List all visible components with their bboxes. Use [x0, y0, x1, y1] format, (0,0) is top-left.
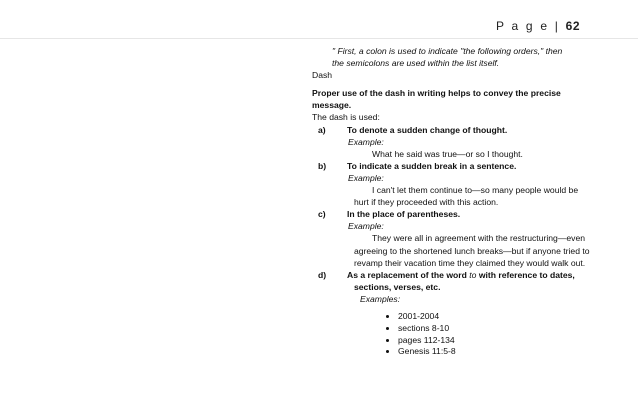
item-letter: c)	[318, 209, 326, 220]
examples-list	[312, 311, 602, 358]
example-text: revamp their vacation time they claimed they would walk out.	[354, 257, 586, 268]
page-number-value: 62	[565, 19, 580, 33]
page-number	[496, 19, 580, 33]
example-text: hurt if they proceeded with this action.	[354, 197, 499, 208]
item-letter: d)	[318, 269, 327, 280]
list-item: Genesis 11:5-8	[384, 346, 602, 358]
item-label-italic: to	[469, 269, 477, 280]
intro-bold-line: Proper use of the dash in writing helps to convey the precise	[312, 88, 561, 99]
quote-line: " First, a colon is used to indicate "the following orders," then	[332, 46, 563, 56]
item-label-part: As a replacement of the word	[347, 269, 470, 280]
item-label-part: with reference to dates,	[476, 269, 575, 280]
list-item-a	[312, 124, 602, 136]
intro-bold-line: message.	[312, 100, 352, 111]
example-text: They were all in agreement with the restructuring—even	[372, 233, 586, 244]
list-item-c	[312, 208, 602, 220]
list-item: pages 112-134	[384, 335, 602, 347]
list-item: sections 8-10	[384, 323, 602, 335]
list-item: 2001-2004	[384, 311, 602, 323]
list-item-b	[312, 160, 602, 172]
example-title: Example:	[348, 221, 384, 232]
item-label: To indicate a sudden break in a sentence.	[347, 160, 517, 171]
item-letter: b)	[318, 160, 327, 171]
item-label: In the place of parentheses.	[347, 209, 461, 220]
page-header	[0, 0, 638, 40]
header-rule	[0, 38, 638, 39]
example-text: agreeing to the shortened lunch breaks—but if anyone tried to	[354, 245, 590, 256]
section-title: Dash	[312, 70, 333, 81]
item-label	[347, 269, 602, 281]
item-label-line2: sections, verses, etc.	[354, 281, 441, 292]
example-text: What he said was true—or so I thought.	[372, 148, 523, 159]
example-title: Example:	[348, 136, 384, 147]
document-content	[312, 45, 602, 358]
page-separator: |	[554, 19, 561, 33]
example-text: I can't let them continue to—so many people would be	[372, 185, 579, 196]
list-item-d	[312, 269, 602, 281]
example-title: Example:	[348, 172, 384, 183]
example-title: Examples:	[360, 293, 401, 304]
quote-line: the semicolons are used within the list itself.	[332, 58, 500, 69]
used-label: The dash is used:	[312, 112, 380, 123]
page-label: P a g e	[496, 19, 550, 33]
item-letter: a)	[318, 124, 326, 135]
item-label: To denote a sudden change of thought.	[347, 124, 508, 135]
